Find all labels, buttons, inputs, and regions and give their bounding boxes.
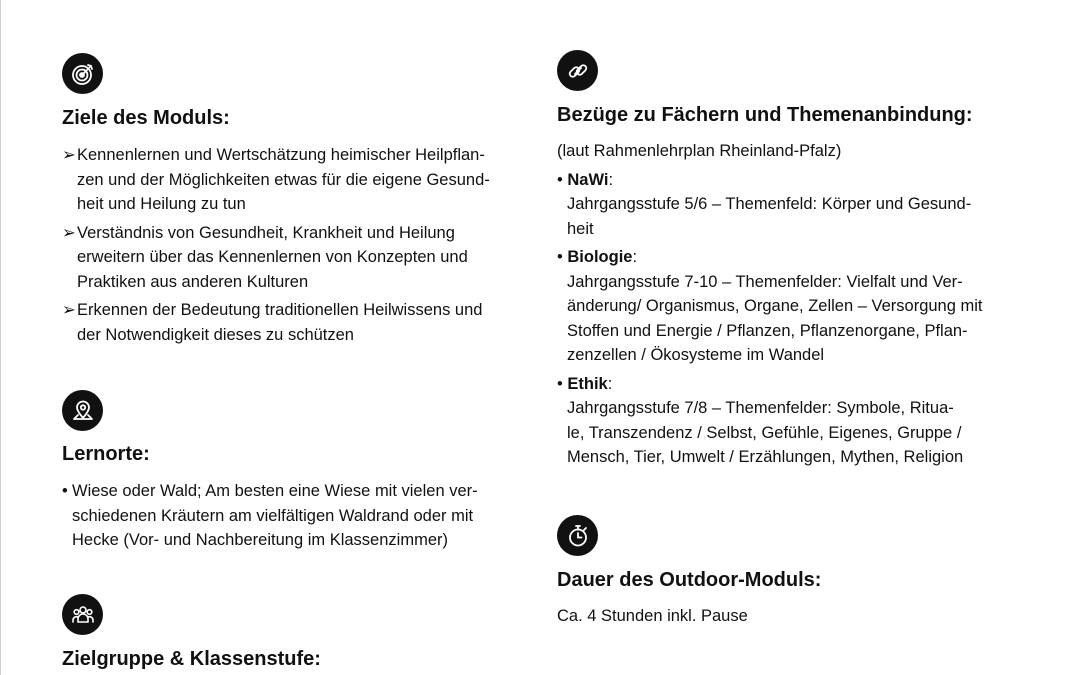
target-group-section xyxy=(62,594,532,672)
subject-description: Jahrgangsstufe 7-10 – Themenfelder: Vielfalt und Ver- änderung/ Organismus, Organe, Zellen – Versorgung mit Stoffen und Energie / Pflanzen, Pflanzenorgane, Pflan- zenzellen / Ökosysteme im Wandel xyxy=(567,272,983,364)
target-icon xyxy=(62,53,103,94)
list-item: • Wiese oder Wald; Am besten eine Wiese mit vielen ver- schiedenen Kräutern am vielfältigen Waldrand oder mit Hecke (Vor- und Nachbereitung im Klassenzimmer) xyxy=(62,479,532,553)
goals-list xyxy=(62,143,532,347)
subject-name: Ethik xyxy=(567,374,608,393)
list-item: ➢ Kennenlernen und Wertschätzung heimischer Heilpflan- zen und der Möglichkeiten etwas für die eigene Gesund- heit und Heilung zu tun xyxy=(62,143,532,217)
subject-name: Biologie xyxy=(567,248,633,266)
bullet-icon: • xyxy=(557,170,563,189)
list-item: • NaWi: Jahrgangsstufe 5/6 – Themenfeld: Körper und Gesund- heit xyxy=(557,168,1027,242)
group-icon xyxy=(62,594,103,635)
subject-description: Jahrgangsstufe 7/8 – Themenfelder: Symbole, Ritua- le, Transzendenz / Selbst, Gefühle, Eigenes, Gruppe / Mensch, Tier, Umwelt / Erzählungen, Mythen, Religion xyxy=(567,399,964,466)
duration-section xyxy=(557,515,1027,629)
places-section xyxy=(62,390,532,557)
duration-text: Ca. 4 Stunden inkl. Pause xyxy=(557,607,748,625)
link-icon xyxy=(557,50,598,91)
list-item: ➢ Verständnis von Gesundheit, Krankheit und Heilung erweitern über das Kennenlernen von Konzepten und Praktiken aus anderen Kulturen xyxy=(62,221,532,295)
goals-section xyxy=(62,53,532,351)
subjects-heading: Bezüge zu Fächern und Themenanbindung: xyxy=(557,104,973,126)
bullet-icon: • xyxy=(557,374,563,393)
stopwatch-icon xyxy=(557,515,598,556)
target-group-heading: Zielgruppe & Klassenstufe: xyxy=(62,648,321,670)
list-item: • Ethik: Jahrgangsstufe 7/8 – Themenfelder: Symbole, Ritua- le, Transzendenz / Selbst, Gefühle, Eigenes, Gruppe / Mensch, Tier, Umwelt / Erzählungen, Mythen, Religion xyxy=(557,372,1027,470)
page-edge xyxy=(0,0,1,675)
goals-heading: Ziele des Moduls: xyxy=(62,107,230,129)
places-list xyxy=(62,479,532,553)
arrow-bullet-icon: ➢ xyxy=(62,301,76,319)
location-pin-icon xyxy=(62,390,103,431)
subjects-list xyxy=(557,168,1027,470)
arrow-bullet-icon: ➢ xyxy=(62,146,76,164)
places-heading: Lernorte: xyxy=(62,443,150,465)
list-item: • Biologie: Jahrgangsstufe 7-10 – Themenfelder: Vielfalt und Ver- änderung/ Organismus, Organe, Zellen – Versorgung mit Stoffen und Energie / Pflanzen, Pflanzenorgane, Pflan- zenzellen / Ökosysteme im Wandel xyxy=(557,245,1027,368)
curriculum-note: (laut Rahmenlehrplan Rheinland-Pfalz) xyxy=(557,142,842,160)
arrow-bullet-icon: ➢ xyxy=(62,223,76,242)
bullet-icon: • xyxy=(62,482,68,500)
bullet-icon: • xyxy=(557,248,563,266)
duration-heading: Dauer des Outdoor-Moduls: xyxy=(557,569,822,591)
subject-description: Jahrgangsstufe 5/6 – Themenfeld: Körper und Gesund- heit xyxy=(567,195,972,238)
subjects-section xyxy=(557,50,1027,474)
list-item: ➢ Erkennen der Bedeutung traditionellen Heilwissens und der Notwendigkeit dieses zu schützen xyxy=(62,298,532,347)
subject-name: NaWi xyxy=(567,170,609,189)
